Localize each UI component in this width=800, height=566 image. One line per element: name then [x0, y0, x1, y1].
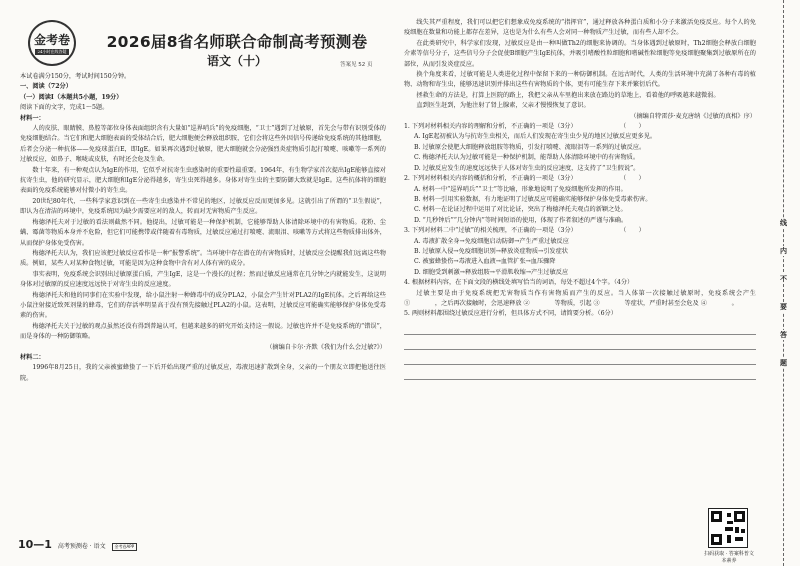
answer-line[interactable] — [404, 365, 756, 380]
text-paragraph: 1996年8月25日，我的父亲被蜜蜂蛰了一下后开始出现严重的过敏反应，毒液迅速扩散到全身，父亲的一个朋友立即把他送往医院。 — [20, 364, 386, 382]
text-paragraph: （摘编自卡尔·齐默《我们为什么会过敏?》） — [266, 343, 386, 351]
answer-line[interactable] — [404, 335, 756, 350]
exam-subtitle: 语文（十） — [206, 54, 267, 68]
text-paragraph: 一、阅读（72分） — [20, 83, 72, 91]
text-paragraph: 本试卷满分150分，考试时间150分钟。 — [20, 73, 131, 80]
qr-code-icon[interactable] — [708, 508, 748, 548]
question-stem: 5. 两则材料都围绕过敏反应进行分析，但具体方式不同，请简要分析。（6分） — [404, 310, 617, 318]
qr-caption: 扫码获取 · 答案科普文本素养 — [704, 551, 754, 564]
question-option: B. 过敏原入侵→免疫细胞识别→释放炎症物质→引发症状 — [414, 247, 568, 255]
left-text-block — [20, 72, 386, 384]
left-column — [12, 0, 390, 560]
question-stem: 2. 下列对材料相关内容的概括和分析，不正确的一项是（3分） （ ） — [404, 175, 645, 183]
text-paragraph: 过敏主要是由于免疫系统把无害物质当作有害物质而产生的反应。当人体第一次接触过敏原时，免疫系统会产生 ① ，之后再次接触时，会迅速释放 ② 等物质，引起 ③ 等症状，严重时甚至会危及 ④ 。 — [404, 289, 756, 307]
question-option: C. 材料一在论证过程中运用了对比论证，突出了梅德泽托夫观点的新颖之处。 — [414, 206, 627, 214]
text-paragraph: 换个角度来看，过敏可能是人类进化过程中保留下来的一种防御机制。在远古时代，人类的生活环境中充满了各种有毒的植物、动物和寄生虫，能够迅速识别并排出这些有害物质的个体，更有可能生存下来并繁衍后代。 — [404, 71, 756, 89]
brand-logo — [28, 20, 76, 66]
answer-line[interactable] — [404, 350, 756, 365]
binding-char: 要 — [777, 302, 790, 312]
text-paragraph: 梅德泽托夫关于过敏的观点虽然还没有得到普遍认可，但越来越多的研究开始支持这一假说。过敏也许并不是免疫系统的“错误”，而是身体的一种防御策略。 — [20, 322, 386, 341]
text-paragraph: 拯救生命的方法是，打算上医院的路上，我把父亲从车里抱出来放在路边的草地上，看着他的呼吸越来越微弱。 — [416, 91, 720, 99]
text-paragraph: 梅德泽托夫和他的同事们在实验中发现，给小鼠注射一种蜂毒中的成分PLA2，小鼠会产生针对PLA2的IgE抗体。之后再给这些小鼠注射接近致死剂量的蜂毒，它们的存活率明显高于没有预先接触过PLA2的小鼠。这表明，过敏反应可能确实能够保护身体免受毒素的伤害。 — [20, 291, 386, 320]
question-option: D. “几秒钟后”“几分钟内”等时间短语的使用，体现了作者叙述的严谨与准确。 — [414, 216, 628, 224]
question-stem: 3. 下列对材料二中“过敏”的相关梳理，不正确的一项是（3分） （ ） — [404, 227, 645, 235]
page-number: 10—1 — [18, 538, 52, 551]
text-paragraph: 材料一： — [20, 114, 45, 122]
answer-line[interactable] — [404, 320, 756, 335]
binding-char: 题 — [777, 358, 790, 368]
page-footer — [18, 538, 137, 551]
logo-text: 金考卷 — [33, 33, 70, 47]
question-option: D. 细胞受到刺激→释放组胺→平滑肌收缩→产生过敏反应 — [414, 268, 569, 276]
right-column — [400, 0, 760, 560]
text-paragraph: 在此类研究中，科学家们发现，过敏反应是由一种叫做Th2的细胞来协调的。当身体遇到过敏原时，Th2细胞会释放白细胞介素等信号分子，这些信号分子会促使B细胞产生IgE抗体，并吸引嗜酸性粒细胞和嗜碱性粒细胞等免疫细胞聚集到过敏原所在的部位，从而引发炎症反应。 — [404, 39, 756, 68]
question-option: C. 被蜜蜂蛰伤→毒液进入血液→血管扩张→血压骤降 — [414, 258, 556, 266]
exam-title: 2026届8省名师联合命制高考预测卷 — [106, 33, 368, 51]
text-paragraph: 梅德泽托夫认为，我们应该把过敏反应看作是一种“报警系统”。当环境中存在潜在的有害物质时，过敏反应会提醒我们远离这些物质。例如，某些人对某种食物过敏，可能是因为这种食物中含有对人体有害的成分。 — [20, 249, 386, 268]
question-stem: 1. 下列对材料相关内容的理解和分析，不正确的一项是（3分） （ ） — [404, 123, 645, 131]
binding-char: 不 — [777, 274, 790, 284]
text-paragraph: 人的皮肤、眼睛膜、鼻腔等部位身体表面组织含有大量如“巡界哨兵”的免疫细胞，“卫士”遇到了过敏原，首先会与带有识别受体的免疫细胞结合。当它们和肥大细胞表面的受体结合后，肥大细胞便会释放组织胺，它们会将这些外因信号传递给免疫系统的其他细胞，后者会分泌一种抗体——免疫球蛋白E，即IgE。如果再次遇到过敏原，肥大细胞就会分泌强烈炎症物质引起打喷嚏、咳嗽等一系列的过敏反应，如鼻子、喉咙或皮肤，有时还会危及生命。 — [20, 125, 386, 164]
text-paragraph: 梅德泽托夫对于过敏的看法则截然不同。他提出，过敏可能是一种保护机制，它能够帮助人体清除环境中的有害物质。花粉、尘螨、霉菌等物质本身并不危险，但它们可能携带或伴随着有毒物质，过敏反应通过打喷嚏、流眼泪、咳嗽等方式将这些物质排出体外，从而保护身体免受伤害。 — [20, 218, 386, 247]
answer-reference: 答案见 52 页 — [340, 62, 373, 68]
footer-badge: 金考卷APP — [112, 543, 138, 551]
text-paragraph: 直到医生赶到，为他注射了肾上腺素，父亲才慢慢恢复了意识。 — [416, 102, 590, 110]
binding-char: 线 — [777, 218, 790, 228]
question-stem: 4. 根据材料内容，在下面文段的横线处填写恰当的词语，每处不超过4个字。（4分） — [404, 279, 634, 287]
binding-line — [774, 0, 794, 566]
right-text-block — [404, 18, 756, 380]
text-paragraph: （一）阅读Ⅰ（本题共5小题，19分） — [20, 93, 123, 101]
text-paragraph: 材料二： — [20, 353, 45, 361]
text-paragraph: 阅读下面的文字，完成1～5题。 — [20, 104, 109, 112]
footer-text: 高考预测卷 · 语文 — [57, 543, 106, 550]
text-paragraph: （摘编自特雷莎·麦克唐纳《过敏的真相》序） — [630, 112, 756, 120]
question-option: A. 毒液扩散全身→免疫细胞启动防御→产生严重过敏反应 — [414, 237, 569, 245]
question-option: C. 梅德泽托夫认为过敏可能是一种保护机制，能帮助人体清除环境中的有害物质。 — [414, 154, 640, 162]
question-option: B. 过敏原会使肥大细胞释放组胺等物质，引发打喷嚏、流眼泪等一系列的过敏反应。 — [414, 143, 646, 151]
text-paragraph: 数十年来，有一种观点认为IgE的作用，它似乎对抗寄生虫感染时的重要性最重要。1964年，有生物学家首次提出IgE能够直接对抗寄生虫，他的研究显示，肥大细胞和IgE分泌得越多，寄生虫死得越多。身体对寄生虫的主要防御大致就是IgE。这些抗体将的细胞表面的免疫系统能够对付微小的寄生虫。 — [20, 166, 386, 195]
question-option: B. 材料一引用实验数据，有力地证明了过敏反应可能确实能够保护身体免受毒素伤害。 — [414, 195, 652, 203]
text-paragraph: 线失其严重程度，我们可以把它们想象成免疫系统的“指挥官”，通过释放各种蛋白质和小分子来激活免疫反应。每个人的免疫细胞在数量和功能上都存在差异，这也是为什么有些人会对同一种物质产生过敏，而有些人却不会。 — [404, 19, 756, 37]
binding-char: 内 — [777, 246, 790, 256]
text-paragraph: 20世纪80年代，一些科学家意识到在一些寄生虫感染并不常见的地区，过敏反应反而更加多见。这就引出了所谓的“卫生假说”，即认为在清洁的环境中，免疫系统因为缺少需要应对的敌人，转而对无害物质产生反应。 — [20, 197, 386, 216]
text-paragraph: 事实表明，免疫系统会识别出过敏原蛋白质，产生IgE，这是一个漫长的过程；然而过敏反应通常在几分钟之内就能发生，这说明身体对过敏原的反应速度远远快于对寄生虫的反应速度。 — [20, 270, 386, 289]
logo-subtext: 24小时在线答疑 — [37, 49, 67, 54]
binding-char: 答 — [777, 330, 790, 340]
question-option: D. 过敏反应发生的速度远远快于人体对寄生虫的反应速度，这支持了“卫生假说”。 — [414, 164, 640, 172]
question-option: A. IgE起初被认为与抗寄生虫相关，而后人们发现在寄生虫少见的地区过敏反应更多见。 — [414, 133, 657, 141]
question-option: A. 材料一中“巡界哨兵”“卫士”等比喻，形象地说明了免疫细胞所发挥的作用。 — [414, 185, 627, 193]
